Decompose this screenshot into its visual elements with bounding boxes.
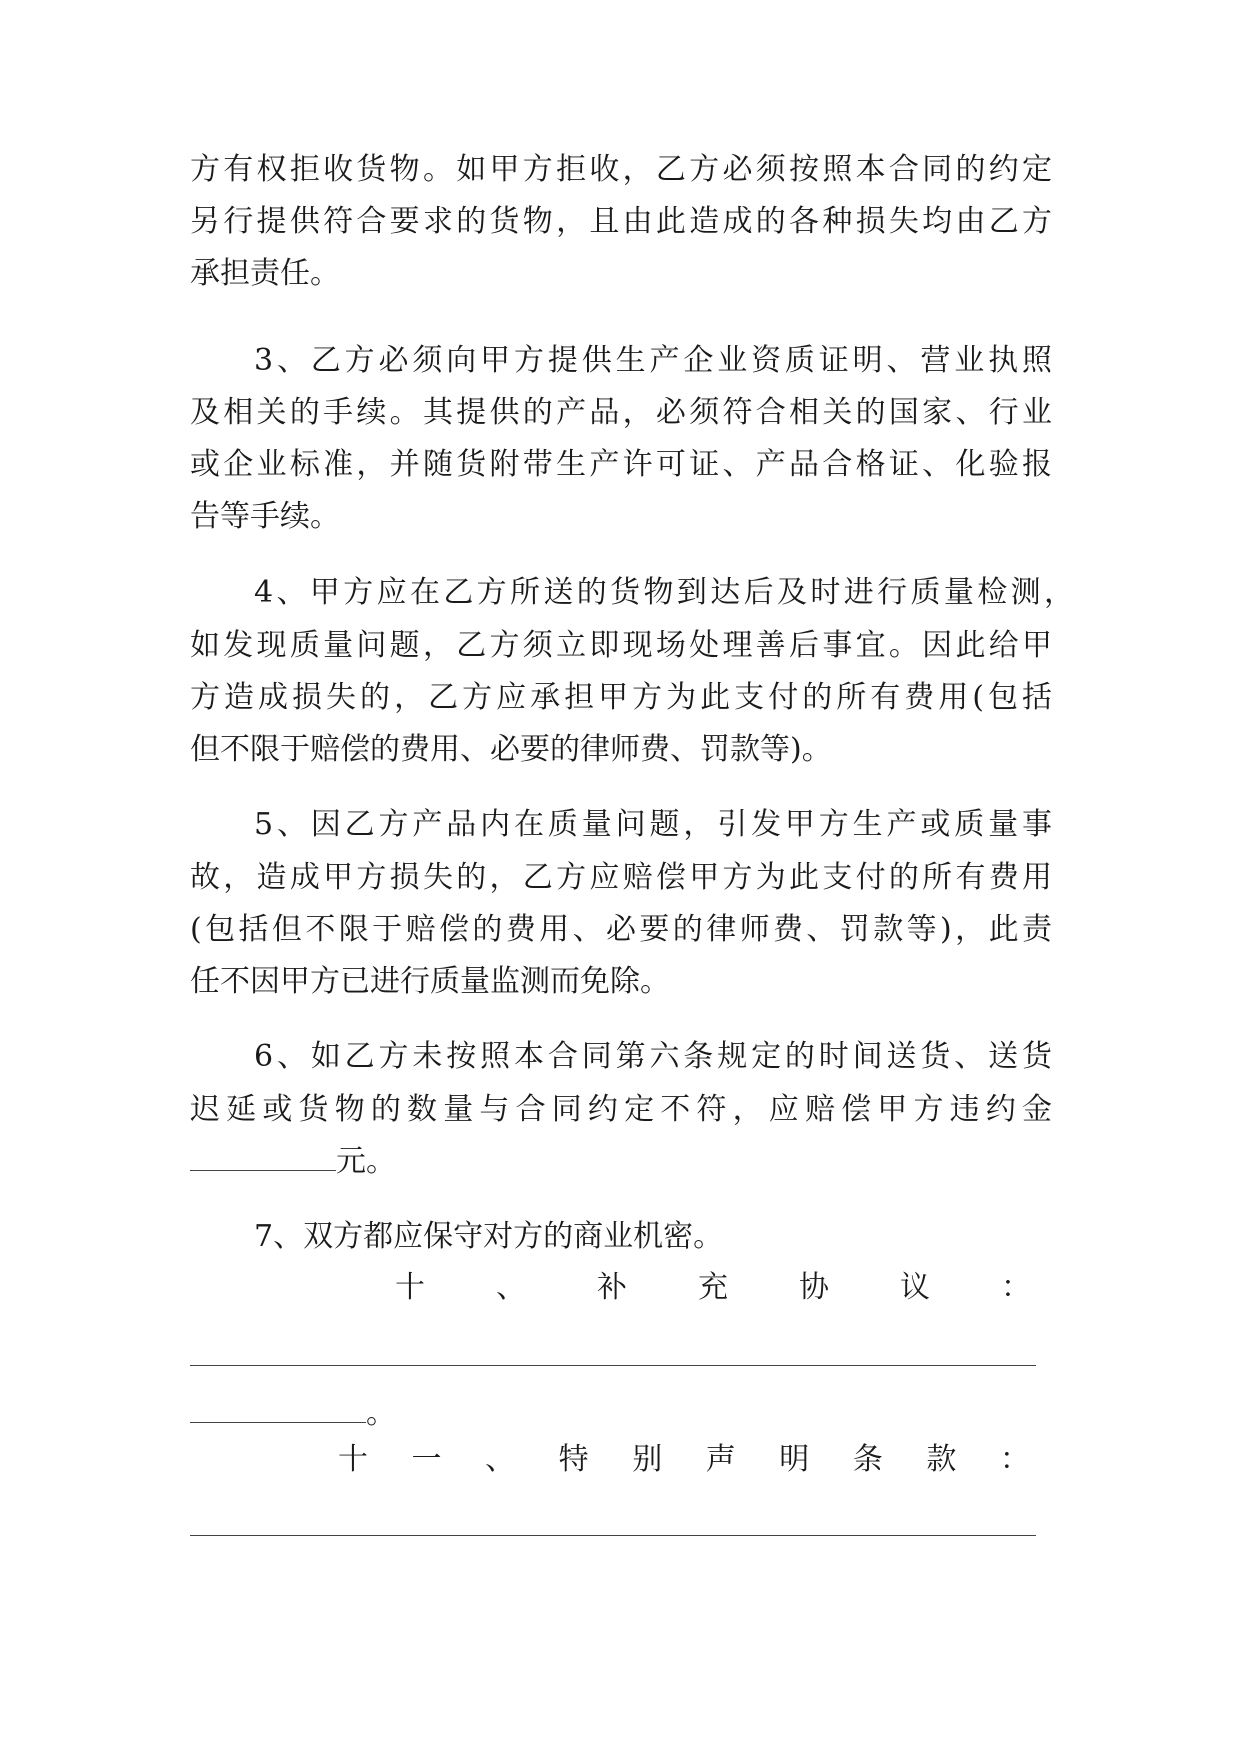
text-line: 3、乙方必须向甲方提供生产企业资质证明、营业执照 xyxy=(254,343,1052,378)
heading-char: 条 xyxy=(852,1442,883,1477)
text-line: 迟延或货物的数量与合同约定不符，应赔偿甲方违约金 xyxy=(190,1092,1052,1127)
heading-char: 、 xyxy=(485,1442,516,1477)
heading-char: 补 xyxy=(597,1270,627,1305)
text-line: 方造成损失的，乙方应承担甲方为此支付的所有费用(包括 xyxy=(190,680,1052,715)
heading-char: 特 xyxy=(558,1442,589,1477)
heading-char: 十 xyxy=(338,1442,368,1477)
heading-char: 声 xyxy=(705,1442,736,1477)
text-line: 另行提供符合要求的货物，且由此造成的各种损失均由乙方 xyxy=(190,204,1052,239)
text-line: 任不因甲方已进行质量监测而免除。 xyxy=(190,964,670,999)
text-line: 方有权拒收货物。如甲方拒收，乙方必须按照本合同的约定 xyxy=(190,152,1052,187)
heading-char: 十 xyxy=(395,1270,425,1305)
text-fragment: 。 xyxy=(366,1396,396,1431)
text-line: 承担责任。 xyxy=(190,256,340,291)
heading-char: 充 xyxy=(698,1270,728,1305)
text-line: 或企业标准，并随货附带生产许可证、产品合格证、化验报 xyxy=(190,447,1052,482)
section-heading-11 xyxy=(338,1440,1030,1480)
text-line: (包括但不限于赔偿的费用、必要的律师费、罚款等)，此责 xyxy=(190,912,1052,947)
blank-rule xyxy=(190,1365,1036,1366)
text-line: 但不限于赔偿的费用、必要的律师费、罚款等)。 xyxy=(190,732,832,767)
section-heading-10 xyxy=(395,1268,1031,1308)
heading-char: 别 xyxy=(632,1442,663,1477)
heading-char: ： xyxy=(999,1442,1030,1477)
blank-field xyxy=(190,1396,366,1423)
text-line: 及相关的手续。其提供的产品，必须符合相关的国家、行业 xyxy=(190,395,1052,430)
text-line: 6、如乙方未按照本合同第六条规定的时间送货、送货 xyxy=(254,1039,1052,1074)
heading-char: ： xyxy=(1001,1270,1031,1305)
blank-field xyxy=(190,1144,336,1171)
fill-in-line xyxy=(190,1142,1052,1182)
fill-in-line xyxy=(190,1394,1052,1434)
heading-char: 协 xyxy=(799,1270,829,1305)
heading-char: 、 xyxy=(496,1270,526,1305)
heading-char: 明 xyxy=(779,1442,810,1477)
heading-char: 款 xyxy=(926,1442,957,1477)
heading-char: 议 xyxy=(900,1270,930,1305)
text-line: 告等手续。 xyxy=(190,499,340,534)
heading-char: 一 xyxy=(411,1442,442,1477)
text-line: 故，造成甲方损失的，乙方应赔偿甲方为此支付的所有费用 xyxy=(190,860,1052,895)
blank-rule xyxy=(190,1535,1036,1536)
text-line: 4、甲方应在乙方所送的货物到达后及时进行质量检测， xyxy=(254,575,1074,610)
text-line: 如发现质量问题，乙方须立即现场处理善后事宜。因此给甲 xyxy=(190,628,1052,663)
text-line: 5、因乙方产品内在质量问题，引发甲方生产或质量事 xyxy=(254,807,1052,842)
text-fragment: 元。 xyxy=(336,1144,396,1179)
text-line: 7、双方都应保守对方的商业机密。 xyxy=(254,1219,724,1254)
